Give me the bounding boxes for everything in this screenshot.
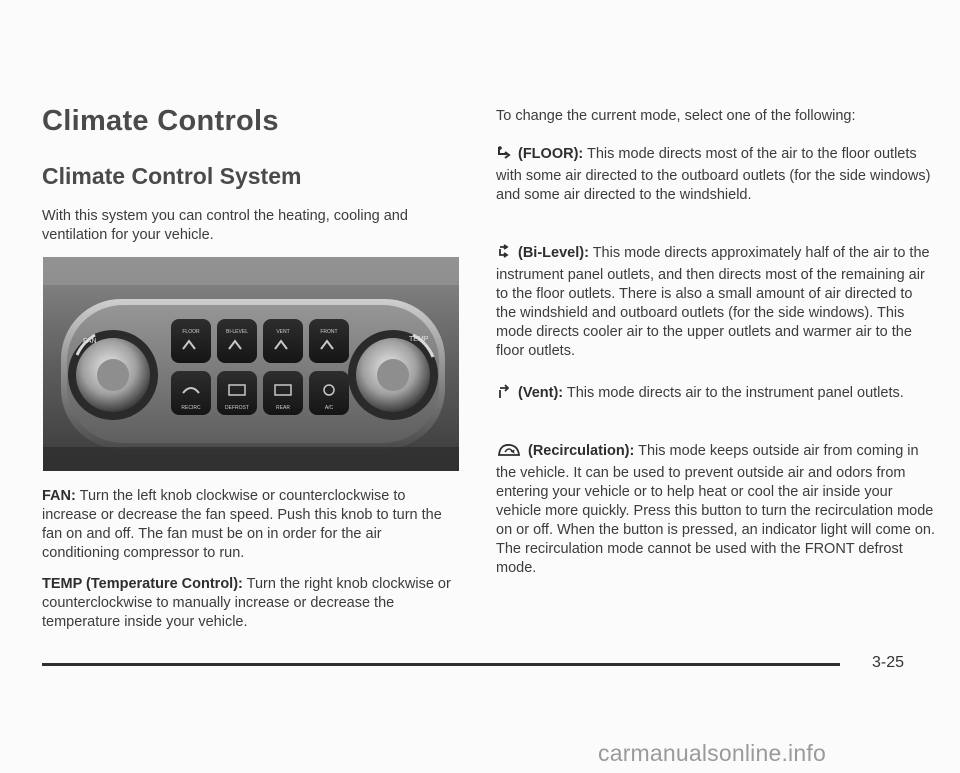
fan-label: FAN: — [42, 488, 76, 504]
ac-button-label: A/C — [324, 405, 334, 411]
vent-button-label: VENT — [276, 329, 290, 335]
floor-mode-paragraph — [496, 145, 936, 205]
fan-knob — [68, 330, 158, 420]
floor-text: This mode directs most of the air to the floor outlets with some air directed to the outboard outlets (for the side windows) and some air directed to the windshield. — [496, 146, 931, 203]
temp-knob-label: TEMP — [409, 336, 429, 343]
front-button-label: FRONT — [320, 329, 338, 335]
temp-knob — [348, 330, 438, 420]
recirc-text: This mode keeps outside air from coming in the vehicle. It can be used to prevent outside air and odors from entering your vehicle or to help heat or cool the air inside your vehicle more quickly. Press this button to turn the recirculation mode on or off. When the button is pressed, an indicator light will come on. The recirculation mode cannot be used with the FRONT defrost mode. — [496, 443, 936, 576]
temp-label: TEMP (Temperature Control): — [42, 576, 243, 592]
vent-text: This mode directs air to the instrument panel outlets. — [566, 385, 904, 401]
bilevel-mode-paragraph — [496, 244, 936, 361]
rear-button-label: REAR — [276, 405, 290, 411]
intro-paragraph: With this system you can control the heating, cooling and ventilation for your vehicle. — [42, 208, 408, 243]
floor-label: (FLOOR): — [518, 146, 584, 162]
fan-text: Turn the left knob clockwise or counterclockwise to increase or decrease the fan speed. Push this knob to turn the fan on and off. The fan must be on in order for the air conditioning compressor to run. — [42, 488, 442, 561]
climate-control-panel-photo — [43, 257, 459, 471]
fan-paragraph — [42, 487, 462, 563]
recirc-button-label: RECIRC — [181, 405, 201, 411]
defrost-button-label: DEFROST — [225, 405, 249, 411]
subsection-title: Climate Control System — [42, 163, 302, 189]
temp-paragraph — [42, 575, 462, 632]
temp-text: Turn the right knob clockwise or counterclockwise to manually increase or decrease the temperature inside your vehicle. — [42, 576, 451, 630]
mode-intro: To change the current mode, select one of the following: — [496, 108, 856, 124]
recirc-label: (Recirculation): — [528, 443, 635, 459]
floor-button-label: FLOOR — [182, 329, 200, 335]
vent-label: (Vent): — [518, 385, 564, 401]
page-number: 3-25 — [872, 654, 905, 671]
fan-knob-label: FAN — [83, 338, 97, 345]
floor-mode-icon — [496, 145, 512, 167]
recirculation-icon — [496, 442, 522, 464]
bilevel-button-label: BI-LEVEL — [226, 329, 248, 335]
bilevel-text: This mode directs approximately half of the air to the instrument panel outlets, and then directs most of the remaining air to the floor outlets. There is also a small amount of air directed to the windshield and outboard outlets (for the side windows). This mode directs cooler air to the upper outlets and warmer air to the floor outlets. — [496, 245, 930, 359]
section-title: Climate Controls — [42, 105, 279, 137]
bilevel-label: (Bi-Level): — [518, 245, 589, 261]
footer-rule — [42, 663, 840, 666]
watermark-text: carmanualsonline.info — [598, 740, 826, 766]
vent-mode-icon — [496, 384, 512, 406]
recirc-mode-paragraph — [496, 442, 936, 578]
vent-mode-paragraph — [496, 384, 936, 406]
bilevel-mode-icon — [496, 244, 512, 266]
